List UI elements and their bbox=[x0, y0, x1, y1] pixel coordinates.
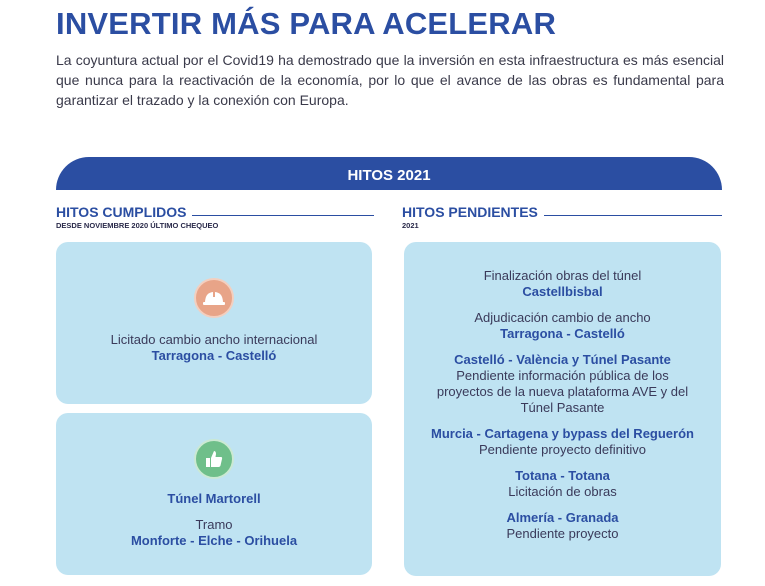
item-text: Licitación de obras bbox=[508, 484, 617, 499]
page-title: INVERTIR MÁS PARA ACELERAR bbox=[56, 6, 557, 41]
item-text: Pendiente proyecto bbox=[506, 526, 619, 541]
card-highlight: Monforte - Elche - Orihuela bbox=[130, 533, 298, 548]
cumplido-card bbox=[56, 242, 372, 404]
pendientes-heading-block bbox=[402, 204, 722, 230]
item-highlight: Tarragona - Castelló bbox=[500, 326, 625, 341]
cumplidos-heading-block bbox=[56, 204, 374, 230]
card-text: Licitado cambio ancho internacional bbox=[110, 332, 318, 347]
heading-rule bbox=[192, 215, 374, 216]
hard-hat-icon bbox=[194, 278, 234, 318]
item-text: Pendiente información pública de los proyectos de la nueva plataforma AVE y del Túnel Pasante bbox=[436, 368, 689, 415]
card-text: Tramo bbox=[195, 517, 233, 532]
pendientes-heading: HITOS PENDIENTES bbox=[402, 204, 538, 220]
pendientes-card bbox=[404, 242, 721, 576]
item-highlight: Castelló - València y Túnel Pasante bbox=[454, 352, 671, 367]
card-highlight: Túnel Martorell bbox=[167, 491, 261, 506]
pending-item bbox=[428, 352, 697, 416]
pending-item bbox=[484, 268, 642, 300]
thumbs-up-icon bbox=[194, 439, 234, 479]
hitos-banner bbox=[56, 157, 722, 190]
pending-item bbox=[508, 468, 616, 500]
pending-item bbox=[431, 426, 694, 458]
cumplidos-subheading: DESDE NOVIEMBRE 2020 ÚLTIMO CHEQUEO bbox=[56, 221, 219, 230]
item-text: Adjudicación cambio de ancho bbox=[474, 310, 651, 325]
intro-paragraph: La coyuntura actual por el Covid19 ha demostrado que la inversión en esta infraestructura es más esencial que nunca para la reactivación de la economía, por lo que el avance de las obras es fundamental para garantizar el trazado y la conexión con Europa. bbox=[56, 52, 724, 108]
item-text: Finalización obras del túnel bbox=[483, 268, 642, 283]
item-text: Pendiente proyecto definitivo bbox=[479, 442, 646, 457]
item-highlight: Murcia - Cartagena y bypass del Reguerón bbox=[431, 426, 694, 441]
banner-label: HITOS 2021 bbox=[347, 166, 431, 184]
item-highlight: Totana - Totana bbox=[515, 468, 610, 483]
item-highlight: Almería - Granada bbox=[506, 510, 619, 525]
pending-item bbox=[474, 310, 650, 342]
cumplido-card bbox=[56, 413, 372, 575]
pendientes-subheading: 2021 bbox=[402, 221, 419, 230]
heading-rule bbox=[544, 215, 722, 216]
cumplidos-heading: HITOS CUMPLIDOS bbox=[56, 204, 187, 220]
item-highlight: Castellbisbal bbox=[522, 284, 603, 299]
pending-item bbox=[506, 510, 618, 542]
card-highlight: Tarragona - Castelló bbox=[151, 348, 277, 363]
